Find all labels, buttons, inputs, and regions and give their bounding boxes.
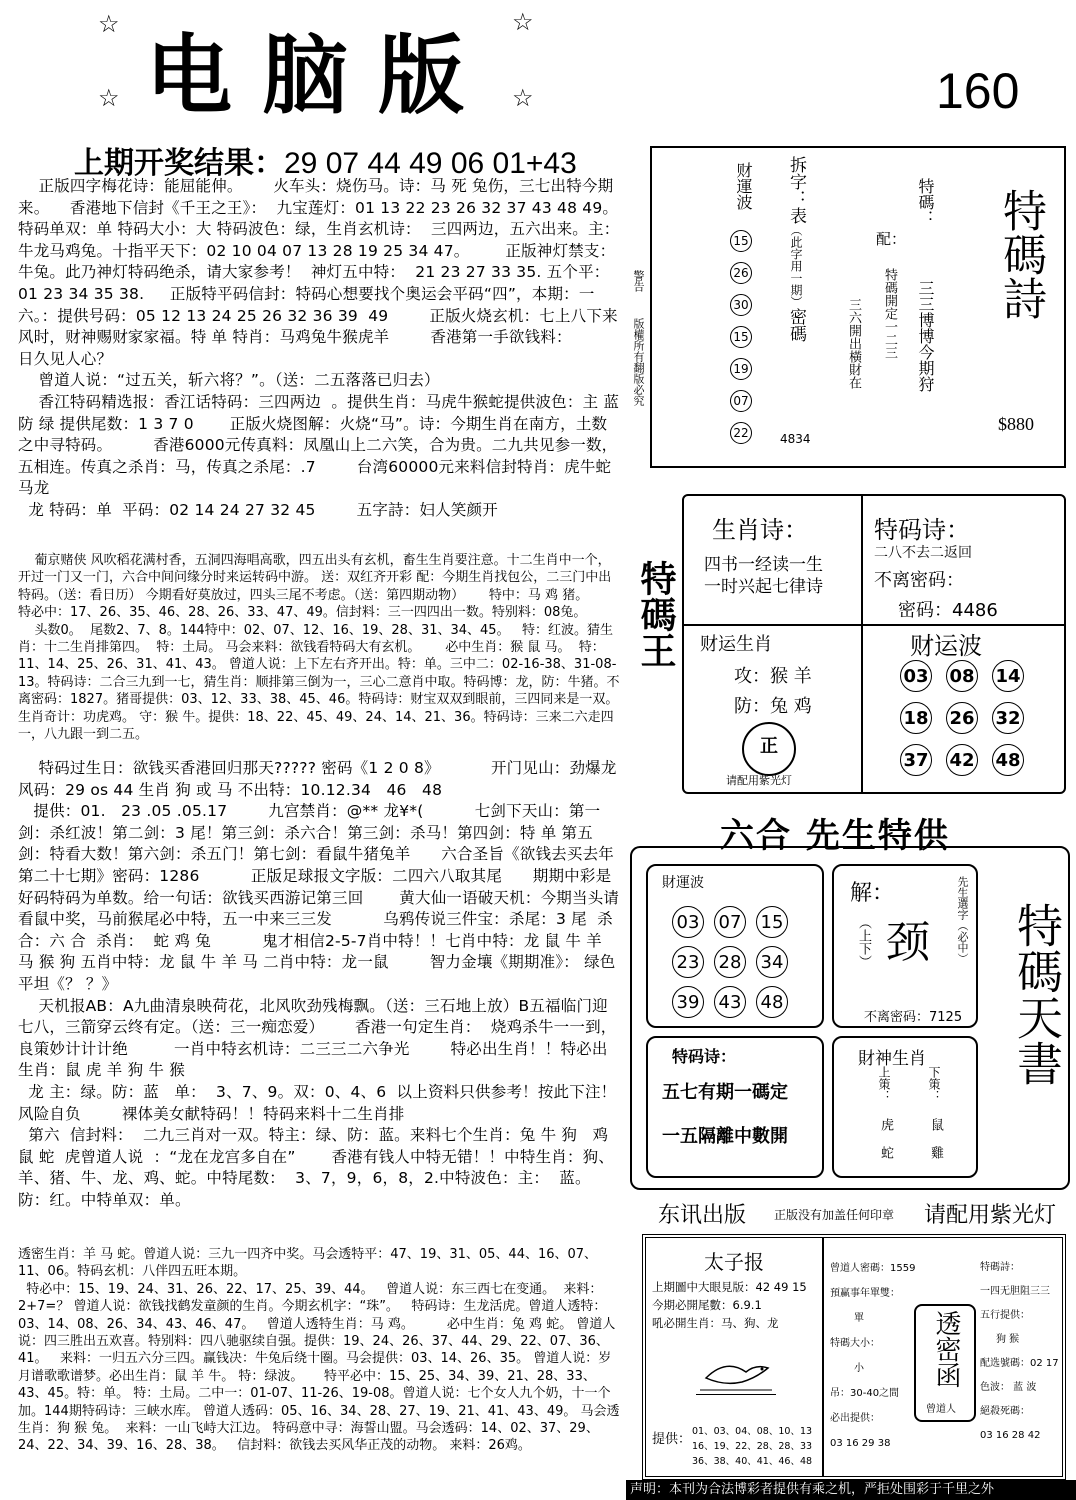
wealth-number: 15 (730, 326, 752, 348)
mima-value: 密码：4486 (898, 600, 998, 621)
xia-values: 鼠 雞 (928, 1118, 943, 1159)
publisher: 东讯出版 (658, 1203, 747, 1228)
taizi-line: 吼必開生肖：马、狗、龙 (652, 1316, 779, 1330)
liuhe-wealth-number: 39 (672, 986, 704, 1018)
liuhe-wealth-number: 07 (714, 906, 746, 938)
wave-number: 42 (946, 744, 978, 776)
divider-vertical (861, 496, 863, 792)
wave-number: 48 (992, 744, 1024, 776)
header-star-left-bottom: ☆ (98, 84, 120, 112)
liuhe-wealth-number: 15 (756, 906, 788, 938)
taizi-mid-item: 吊：30-40之間 (830, 1388, 900, 1399)
taizi-right-item: 狗 猴 (996, 1334, 1020, 1345)
disclaimer-bar (626, 1480, 1076, 1500)
liuhe-wealth-number: 34 (756, 946, 788, 978)
wealth-number: 07 (730, 390, 752, 412)
author-vertical: 先生選字（必中） (956, 876, 969, 964)
uv-note: 请配用紫光灯 (726, 774, 792, 787)
left-block-4: 透密生肖：羊 马 蛇。曾道人说：三九一四齐中奖。马会透特平：47、19、31、05、44、16、07、11、06。特码玄机：八伴四五旺本期。 特必中：15、19、24、31、26、22、17、25、39、44。 曾道人说：东三西七在变通。 来料：2+7=？ 曾道人说：欲钱找鹤发童颜的生肖。今期玄机字：“珠”。 特码诗：生龙活虎。曾道人透特：03、14、08、26、34、43、46、47。 曾道人透特生肖：马 鸡。 必中生肖：兔 鸡 蛇。 曾道人说：四三胜出五欢喜。特别料：四八驰驱续自强。提供：19、24、26、37、44、29、22、07、36、41。 来料：一归五六分三四。赢钱决：牛兔后绕十圈。马会提供：03、14、26、35。 曾道人说：岁月谱歌歌谱梦。必出生肖：鼠 羊 牛。 特：绿波。 特平必中：15、25、34、39、21、28、33、43、45。特：单。 特：土局。二中一：01-07、11-26、19-08。曾道人说：七个女人九个奶，十一个加。144期特码诗：三峡水库。 曾道人透码：05、16、34、28、27、19、21、41、43、49。 马会透生肖：狗 猴 兔。 来料：一山飞峙大江边。 特码意中寻：海誓山盟。马会透码：14、02、37、29、24、22、34、39、16、28、38。 信封料：欲钱去买风华正茂的动物。 来料：26鸡。 (18, 1247, 620, 1454)
shang-label: 上策： (877, 1066, 891, 1102)
seal-stamp: 正 (742, 722, 796, 776)
wealth-number: 19 (730, 358, 752, 380)
liuhe-bulimima: 不离密码：7125 (864, 1010, 963, 1025)
jie-label: 解： (850, 881, 895, 906)
liuhe-wealth-number: 48 (756, 986, 788, 1018)
shengxiao-poem (704, 554, 823, 598)
wealth-number: 15 (730, 230, 752, 252)
touming-box (914, 1304, 976, 1422)
wave-number: 08 (946, 660, 978, 692)
provide-nums (692, 1424, 812, 1469)
tema-poem: 二八不去二返回 (874, 545, 972, 561)
bulimima-label: 不离密码： (874, 570, 964, 591)
provide-line: 01、03、04、08、10、13 (692, 1426, 813, 1437)
taizi-info (652, 1278, 824, 1332)
touming-title: 透密函 (931, 1310, 961, 1388)
liuhe-poem-line2: 一五隔離中數開 (662, 1126, 788, 1147)
taizi-mid-item: 必出提供： (830, 1413, 880, 1424)
col-heng-cai: 三六開出橫財在 (846, 298, 861, 389)
left-block-2: 葡京赌侠 风吹稻花满村香，五洞四海唱高歌，四五出头有玄机，畜生生肖要注意。十二生肖中一个，开过一门又一门，六合中间问缘分时来运转码中游。 送：双红齐开彩 配：今期生肖找包公，二三门中出特码。（送：看日历） 今期看好莫放过，四头三尾不考虑。（送：第四期动物） 特中：马 鸡 猪。 特必中：17、26、35、46、28、26、33、47、49。信封料：三一四四出一数。特别料：08兔。 头数0。 尾数2、7、8。144特中：02、07、12、16、19、28、31、34、45。 特：红波。猜生肖：十二生肖排第四。 特：土局。 马会来料：欲钱看特码大有玄机。 必中生肖：猴 鼠 马。 特：11、14、25、26、31、41、43。 曾道人说：上下左右齐开出。特：单。三中二：02-16-38、31-08-13。特码诗：二合三九到一七，猜生肖：顺排第三倒为一，三心二意肖中取。特码博：龙，防：牛猪。不离密码：1827。猪哥提供：03、12、33、38、45、46。特码诗：财宝双双到眼前，三四同来是一双。生肖奇计：功虎鸡。 守：猴 牛。提供：18、22、45、49、24、14、21、36。特码诗：三来二六走四一，八九跟一到二五。 (18, 553, 620, 743)
taizi-right-col (980, 1256, 1064, 1448)
wealth-number: 22 (730, 422, 752, 444)
provide-line: 36、38、40、41、46、48 (692, 1456, 813, 1467)
taizi-line: 上期圖中大眼見版：42 49 15 (652, 1280, 807, 1294)
liuhe-caishen-box (832, 1036, 978, 1178)
wave-number: 18 (900, 702, 932, 734)
wealth-number: 26 (730, 262, 752, 284)
taizi-illustration (696, 1338, 776, 1395)
header-star-right-top: ☆ (512, 8, 534, 36)
liuhe-wealth-grid (672, 906, 788, 1018)
taizi-mid-col (830, 1256, 915, 1456)
wealth-number: 30 (730, 294, 752, 316)
pei-label: 配： (876, 230, 907, 248)
caishen-title: 財神生肖 (858, 1049, 926, 1069)
taizi-right-item: 一四无胆阻三三 (980, 1286, 1050, 1297)
taizi-right-item: 特碼詩： (980, 1262, 1020, 1273)
taizi-mid-item: 曾道人密碼：1559 (830, 1263, 916, 1274)
taizi-mid-item: 預赢事年單雙： (830, 1288, 900, 1299)
taizi-mid-item: 特碼大小： (830, 1338, 880, 1349)
issue-number: 160 (936, 63, 1020, 119)
col-bobo: 三三博博今期狩 (916, 280, 935, 392)
taizi-right-item: 色波： 蓝 波 (980, 1382, 1037, 1393)
caiyunbo-title: 财运波 (910, 632, 982, 660)
liuhe-wealth-box (646, 864, 824, 1028)
shang-values: 虎 蛇 (878, 1118, 893, 1159)
jie-sub: （上下） (856, 916, 871, 968)
provide-line: 16、19、22、28、28、33 (692, 1441, 813, 1452)
bird-icon (696, 1338, 776, 1394)
provide-label: 提供： (652, 1432, 692, 1447)
divider-horizontal (684, 624, 1064, 626)
left-block-3: 特码过生日：欲钱买香港回归那天????? 密码《1 2 0 8》 开门见山：劲爆龙风码：29 os 44 生肖 狗 或 马 不出特：10.12.34 46 48 提供：01. 23 .05 .05.17 九宫禁肖：@** 龙¥*( 七剑下天山：第一剑：杀红波！第二剑：3 尾！第三剑：杀六合！第三剑：杀马！第四剑：特 单 第五剑：特看大数！第六剑：杀五门！第七剑：看鼠牛猪兔羊 六合圣旨《欲钱去买去年第二十七期》密码：1286 正版足球报文字版：二四六八取其尾 期期中彩是好码特码为单数。给一句话：欲钱买西游记第三回 黄大仙一语破天机：今期当头请看鼠中奖，马前猴尾必中特，五一中来三三发 乌鸦传说三件宝：杀尾：3 尾 杀合：六 合 杀肖： 蛇 鸡 兔 鬼才相信2-5-7肖中特！！七肖中特：龙 鼠 牛 羊 马 猴 狗 五肖中特：龙 鼠 牛 羊 马 二肖中特：龙一鼠 智力金壤《期期准》： 绿色平坦《？ ？》 天机报AB：A九曲清泉映荷花，北风吹劲残梅飘。（送：三石地上放）B五福临门迎七八，三箭穿云终有定。（送：三一痴恋爱） 香港一句定生肖： 烧鸡杀牛一一到，良策妙计计计绝 一肖中特玄机诗：二三三二六争光 特必出生肖！！特必出生肖：鼠 虎 羊 狗 牛 猴 龙 主：绿。防：蓝 单： 3、7、9。双：0、4、6 以上资料只供参考！按此下注！风险自负 裸体美女献特码！！特码来料十二生肖排 第六 信封料： 二九三肖对一双。特主：绿、防：蓝。来料七个生肖：兔 牛 狗 鸡 鼠 蛇 虎曾道人说 ：“龙在龙宫多自在” 香港有钱人中特无错！！中特生肖：狗、羊、猪、牛、龙、鸡、蛇。中特尾数： 3、7，9，6，8，2.中特波色：主： 蓝。防：红。中特单双：单。 (18, 759, 620, 1209)
left-block-1: 正版四字梅花诗：能屈能伸。 火车头：烧伤马。诗：马 死 兔伤，三七出特今期来。 香港地下信封《千王之王》： 九宝莲灯：01 13 22 23 26 32 37 43 48 49。特码单双：单 特码大小：大 特码波色：绿，生肖玄机诗： 三四两边，五六出来。主： 牛龙马鸡兔。十指平天下：02 10 04 07 13 28 19 25 34 47。 正版神灯禁支：牛兔。此乃神灯特码绝杀，请大家参考！ 神灯五中特： 21 23 27 33 35. 五个平：01 23 34 35 38. 正版特平码信封：特码心想要找个奥运会平码“四”，本期：一六。：提供号码：05 12 13 24 25 26 32 36 39 49 正版火烧玄机：七上八下来风时，财神赐财家家福。特 单 特肖：马鸡兔牛猴虎羊 香港第一手欲钱料： 日久见人心？ 曾道人说：“过五关，斩六将？”。（送：二五落落已归去） 香江特码精选报：香江话特码：三四两边 。提供生肖：马虎牛猴蛇提供波色：主 蓝 防 绿 提供尾数：1 3 7 0 正版火烧图解：火烧“马”。诗：今期生肖在南方，土数之中寻特码。 香港6000元传真料：凤凰山上二六笑，合为贵。二九共见参一数，五相连。传真之杀肖：马，传真之杀尾：.7 台湾60000元来料信封特肖：虎牛蛇马龙 龙 特码：单 平码：02 14 24 27 32 45 五字詩：妇人笑颜开 (18, 177, 620, 519)
uv-notice: 请配用紫光灯 (924, 1203, 1057, 1228)
wealth-wave-numbers (730, 230, 756, 444)
warning-note: 警告 版權所有翻版必究 (632, 270, 645, 406)
taizi-right-item: 配选號碼：02 17 (980, 1358, 1059, 1369)
col-kai-ding: 特碼開定一二三 (882, 268, 897, 359)
liuhe-banner: 六合 先生特供 (720, 816, 950, 856)
page-title: 电脑版 (146, 25, 494, 126)
taizi-line: 今期必開尾數：6.9.1 (652, 1298, 762, 1312)
taizi-right-item: 03 16 28 42 (980, 1430, 1041, 1441)
code-4834: 4834 (780, 432, 811, 446)
caiyun-shengxiao-title: 财运生肖 (700, 634, 772, 655)
results-numbers: 29 07 44 49 06 01+43 (284, 147, 577, 180)
shengxiao-title: 生肖诗： (712, 516, 808, 544)
wave-number: 37 (900, 744, 932, 776)
liuhe-box (630, 846, 1070, 1190)
header-star-right-bottom: ☆ (512, 84, 534, 112)
wave-number: 03 (900, 660, 932, 692)
wave-number: 32 (992, 702, 1024, 734)
touming-sub: 曾道人 (926, 1404, 956, 1415)
wealth-wave-title: 财運波 (734, 162, 753, 210)
fang-line: 防：兔 鸡 (734, 696, 812, 717)
tema-title: 特码诗： (874, 516, 970, 544)
taizi-right-item: 五行提供： (980, 1310, 1030, 1321)
wave-number: 26 (946, 702, 978, 734)
tema-poem-title: 特碼詩 (995, 188, 1046, 320)
xia-label: 下策： (927, 1066, 941, 1102)
shengxiao-poem-line: 四书一经读一生 (704, 555, 823, 575)
liuhe-wealth-title: 財運波 (662, 875, 704, 891)
taizi-mid-item: 小 (854, 1363, 864, 1374)
disclaimer-text: 声明：本刊为合法博彩者提供有乘之机，严拒处围彩于千里之外 (630, 1482, 995, 1497)
liuhe-wealth-number: 23 (672, 946, 704, 978)
liuhe-jie-box (832, 864, 978, 1028)
liuhe-poem-title: 特码诗： (672, 1047, 737, 1066)
temawang-box (682, 494, 1066, 794)
taizi-box (642, 1234, 1066, 1480)
official-notice: 正版没有加盖任何印章 (774, 1208, 895, 1222)
taizi-right-item: 絕殺死碼： (980, 1406, 1030, 1417)
col-tema: 特碼： (916, 178, 935, 226)
jie-big-char: 颈 (886, 917, 930, 968)
caiyunbo-grid (900, 660, 1060, 776)
results-label: 上期开奖结果： (74, 146, 284, 181)
split-char-col: 拆字：表（此字用一期）密碼 (786, 156, 806, 342)
liuhe-wealth-number: 28 (714, 946, 746, 978)
wave-number: 14 (992, 660, 1024, 692)
price: $880 (998, 414, 1034, 434)
temawang-side-title: 特碼王 (635, 560, 676, 668)
tema-poem-box (650, 146, 1066, 468)
shengxiao-poem-line: 一时兴起七律诗 (704, 577, 823, 597)
gong-line: 攻：猴 羊 (734, 666, 812, 687)
taizi-divider-1 (822, 1238, 824, 1476)
tianshu-title: 特碼天書 (1010, 902, 1064, 1086)
taizi-title: 太子报 (704, 1250, 764, 1274)
liuhe-poem-box (646, 1036, 824, 1178)
taizi-mid-item: 單 (854, 1313, 864, 1324)
header-star-left-top: ☆ (98, 10, 120, 38)
liuhe-wealth-number: 43 (714, 986, 746, 1018)
taizi-mid-item: 03 16 29 38 (830, 1438, 891, 1449)
liuhe-poem-line1: 五七有期一碼定 (662, 1082, 788, 1103)
liuhe-wealth-number: 03 (672, 906, 704, 938)
